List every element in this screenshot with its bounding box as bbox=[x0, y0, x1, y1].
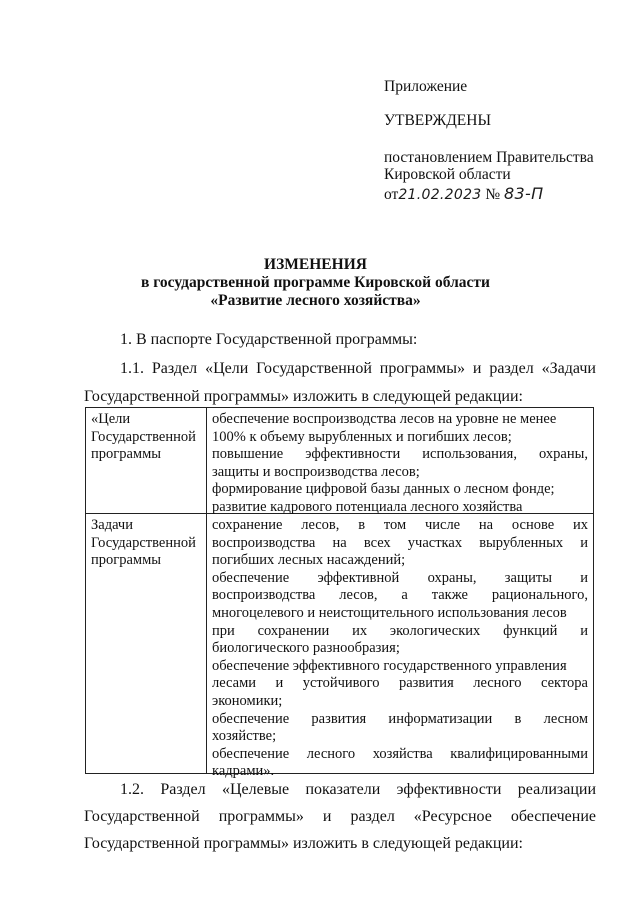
approved-by-line-2: Кировской области bbox=[384, 166, 511, 183]
handwritten-number: 83-П bbox=[504, 184, 544, 203]
table-row-tasks-label: Задачи Государственной программы bbox=[91, 517, 196, 569]
handwritten-date: 21.02.2023 bbox=[398, 187, 482, 203]
table-row-tasks-content: сохранение лесов, в том числе на основе их воспроизводства на всех участках вырубленных и погибших лесных насаждений; обеспечение эффективной охраны, защиты и воспроизводства лесов, а также рационального, многоцелевого и неистощительного использования лесов при сохранении их экологических функций и биологического разнообразия; обеспечение эффективного государственного управления лесами и устойчивого развития лесного сектора экономики; обеспечение развития информатизации в лесном хозяйстве; обеспечение лесного хозяйства квалифицированными кадрами». bbox=[212, 517, 588, 780]
paragraph-1: 1. В паспорте Государственной программы: bbox=[120, 331, 418, 348]
appendix-label: Приложение bbox=[384, 78, 468, 95]
table-row-goals-label: «Цели Государственной программы bbox=[91, 411, 196, 463]
paragraph-1-1-line-1: 1.1. Раздел «Цели Государственной программы» и раздел «Задачи bbox=[120, 360, 596, 377]
decree-date-line bbox=[384, 184, 543, 204]
approved-label: УТВЕРЖДЕНЫ bbox=[384, 112, 491, 129]
doc-title: ИЗМЕНЕНИЯ bbox=[264, 256, 367, 273]
approved-by-line-1: постановлением Правительства bbox=[384, 149, 594, 166]
date-prefix: от bbox=[384, 186, 399, 203]
paragraph-1-2-line-3: Государственной программы» изложить в следующей редакции: bbox=[84, 835, 523, 852]
paragraph-1-2-line-1: 1.2. Раздел «Целевые показатели эффективности реализации bbox=[120, 781, 596, 798]
table-column-divider bbox=[206, 407, 207, 774]
table-row-goals-content: обеспечение воспроизводства лесов на уровне не менее 100% к объему вырубленных и погибших лесов; повышение эффективности использования, охраны, защиты и воспроизводства лесов; формирование цифровой базы данных о лесном фонде; развитие кадрового потенциала лесного хозяйства bbox=[212, 411, 588, 515]
paragraph-1-2-line-2: Государственной программы» и раздел «Ресурсное обеспечение bbox=[84, 808, 596, 825]
doc-subtitle-1: в государственной программе Кировской области bbox=[141, 274, 490, 291]
number-prefix: № bbox=[485, 186, 501, 203]
paragraph-1-1-line-2: Государственной программы» изложить в следующей редакции: bbox=[84, 388, 523, 405]
doc-subtitle-2: «Развитие лесного хозяйства» bbox=[210, 292, 421, 309]
